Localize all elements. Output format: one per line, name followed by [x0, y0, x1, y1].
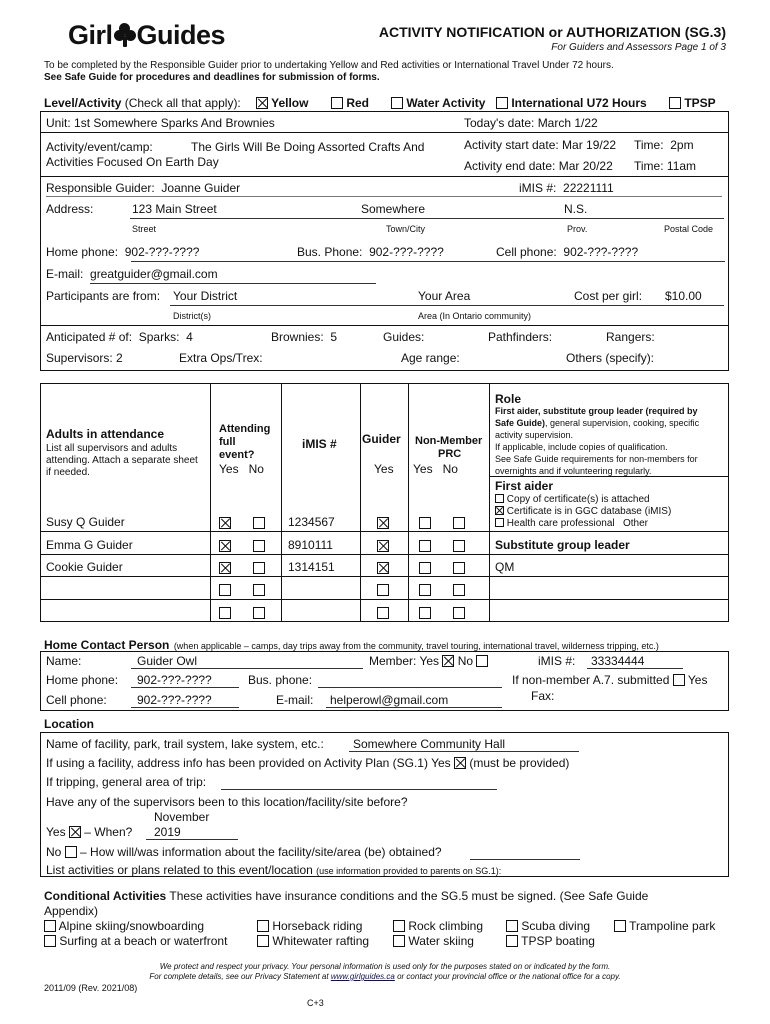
role-desc-2: Safe Guide), general supervision, cooking, specific [495, 418, 700, 428]
guider-yes: Yes [374, 462, 394, 476]
cond-horseback[interactable]: Horseback riding [257, 919, 362, 933]
cost-value[interactable]: $10.00 [665, 289, 702, 303]
intro-text: To be completed by the Responsible Guider prior to undertaking Yellow and Red activities or International Travel Under 72 hours. [44, 60, 614, 71]
level-tpsp[interactable]: TPSP [669, 96, 716, 110]
hc-cell-value[interactable]: 902-???-???? [137, 693, 212, 707]
cond-surfing[interactable]: Surfing at a beach or waterfront [44, 934, 227, 948]
international-checkbox[interactable] [496, 97, 508, 109]
home-phone-field[interactable]: Home phone: 902-???-???? [46, 245, 200, 259]
level-international[interactable]: International U72 Hours [496, 96, 647, 110]
water-skiing-checkbox[interactable] [393, 935, 405, 947]
level-yellow[interactable]: Yellow [256, 96, 308, 110]
responsible-guider-field[interactable]: Responsible Guider: Joanne Guider [46, 181, 241, 195]
adult-row-2-attending[interactable] [219, 537, 265, 555]
attending-header-3: event? [219, 449, 255, 461]
hc-imis-value[interactable]: 33334444 [591, 654, 645, 668]
member-yes-checkbox[interactable] [442, 655, 454, 667]
conditional-title-2: Appendix) [44, 904, 99, 918]
adult-row-1-nonmember[interactable] [419, 514, 465, 532]
girl-guides-logo [68, 20, 225, 51]
hc-cell-label: Cell phone: [46, 693, 107, 707]
alpine-checkbox[interactable] [44, 920, 56, 932]
red-checkbox[interactable] [331, 97, 343, 109]
guides-field[interactable]: Guides: [383, 330, 425, 344]
yellow-checkbox[interactable] [256, 97, 268, 109]
adult-row-3-attending[interactable] [219, 559, 265, 577]
address-street[interactable]: 123 Main Street [132, 202, 217, 216]
today-date-field[interactable]: Today's date: March 1/22 [464, 116, 598, 130]
form-title: ACTIVITY NOTIFICATION or AUTHORIZATION (SG.3) [378, 24, 726, 40]
start-time-field[interactable]: Time: 2pm [634, 138, 694, 152]
address-label: Address: [46, 202, 94, 216]
home-contact-title: Home Contact Person (when applicable – camps, day trips away from the community, travel touring, international travel, wilderness tripping, etc.) [44, 638, 659, 652]
first-aider-header: First aider [495, 479, 554, 493]
address-town[interactable]: Somewhere [361, 202, 426, 216]
fa-copy-checkbox[interactable] [495, 494, 504, 503]
adult-row-1-name[interactable]: Susy Q Guider [46, 515, 125, 529]
form-code: C+3 [307, 998, 324, 1008]
fa-option-imis[interactable]: Certificate is in GGC database (iMIS) [495, 506, 671, 517]
guider-checkbox[interactable] [377, 540, 389, 552]
horseback-checkbox[interactable] [257, 920, 269, 932]
been-yes-field[interactable]: Yes – When? [46, 825, 133, 839]
nonmember-yes-checkbox[interactable] [419, 540, 431, 552]
brownies-field[interactable]: Brownies: 5 [271, 330, 338, 344]
address-prov[interactable]: N.S. [564, 202, 588, 216]
nonmember-yes-no: Yes No [413, 462, 458, 476]
attending-no-checkbox[interactable] [253, 517, 265, 529]
privacy-line-2: For complete details, see our Privacy Statement at www.girlguides.ca or contact your provincial office or the national office for a copy. [149, 972, 621, 981]
guider-header: Guider [362, 432, 401, 446]
nonmember-no-checkbox[interactable] [453, 607, 465, 619]
cell-phone-field[interactable]: Cell phone: 902-???-???? [496, 245, 639, 259]
tpsp-checkbox[interactable] [669, 97, 681, 109]
activity-value[interactable]: The Girls Will Be Doing Assorted Crafts And [191, 140, 425, 154]
rock-climbing-checkbox[interactable] [393, 920, 405, 932]
end-time-field[interactable]: Time: 11am [634, 159, 697, 173]
attending-yes-checkbox[interactable] [219, 607, 231, 619]
adult-row-3-imis[interactable]: 1314151 [288, 560, 335, 574]
been-before-label: Have any of the supervisors been to this location/facility/site before? [46, 795, 408, 809]
adult-row-2-guider[interactable] [377, 537, 389, 555]
role-desc-5: See Safe Guide requirements for non-members for [495, 454, 698, 464]
adult-row-3-role[interactable]: QM [495, 560, 515, 574]
intro-safe-guide: See Safe Guide for procedures and deadlines for submission of forms. [44, 72, 380, 83]
trampoline-checkbox[interactable] [614, 920, 626, 932]
hc-member-field[interactable]: Member: Yes No [369, 654, 488, 668]
guider-imis-field[interactable]: iMIS #: 22221111 [519, 181, 614, 195]
cost-label: Cost per girl: [574, 289, 643, 303]
guider-checkbox[interactable] [377, 584, 389, 596]
when-month[interactable]: November [154, 810, 210, 824]
activity-value-line2[interactable]: Activities Focused On Earth Day [46, 155, 219, 169]
hc-name-label: Name: [46, 654, 82, 668]
area-caption: Area (In Ontario community) [418, 311, 532, 321]
attending-yes-checkbox[interactable] [219, 517, 231, 529]
others-field[interactable]: Others (specify): [566, 351, 655, 365]
level-activity-label: Level/Activity (Check all that apply): [44, 96, 241, 110]
level-water[interactable]: Water Activity [391, 96, 485, 110]
been-yes-checkbox[interactable] [69, 826, 81, 838]
when-year[interactable]: 2019 [154, 825, 181, 839]
water-activity-checkbox[interactable] [391, 97, 403, 109]
fa-imis-checkbox[interactable] [495, 506, 504, 515]
member-no-checkbox[interactable] [476, 655, 488, 667]
nonmember-no-checkbox[interactable] [453, 517, 465, 529]
nonmember-yes-checkbox[interactable] [419, 517, 431, 529]
role-desc-6: overnights and if volunteering regularly. [495, 466, 652, 476]
guider-checkbox[interactable] [377, 607, 389, 619]
adults-desc-3: if needed. [46, 467, 90, 478]
hc-home-phone-label: Home phone: [46, 673, 119, 687]
hc-home-phone-value[interactable]: 902-???-???? [137, 673, 212, 687]
privacy-link[interactable]: www.girlguides.ca [330, 972, 395, 981]
imis-header: iMIS # [302, 437, 337, 451]
hc-email-label: E-mail: [276, 693, 314, 707]
been-no-field[interactable]: No – How will/was information about the facility/site/area (be) obtained? [46, 845, 442, 859]
district-caption: District(s) [173, 311, 211, 321]
hc-fax-label: Fax: [531, 689, 555, 703]
postal-caption: Postal Code [664, 224, 714, 234]
nonmember-no-checkbox[interactable] [453, 562, 465, 574]
nonmember-no-checkbox[interactable] [453, 540, 465, 552]
hc-nonmember-field[interactable]: If non-member A.7. submitted Yes [512, 673, 708, 687]
adult-row-1-guider[interactable] [377, 514, 389, 532]
nonmember-yes-checkbox[interactable] [419, 607, 431, 619]
adult-row-5-guider[interactable] [377, 604, 389, 622]
street-caption: Street [132, 224, 157, 234]
rangers-field[interactable]: Rangers: [606, 330, 655, 344]
scuba-checkbox[interactable] [506, 920, 518, 932]
adult-row-2-role[interactable]: Substitute group leader [495, 538, 630, 552]
list-activities-label: List activities or plans related to this event/location (use information provided to parents on SG.1): [46, 863, 502, 877]
nonmember-no-checkbox[interactable] [453, 584, 465, 596]
location-title: Location [44, 717, 94, 731]
facility-value[interactable]: Somewhere Community Hall [353, 737, 506, 751]
role-desc-1: First aider, substitute group leader (required by [495, 406, 698, 416]
revision-text: 2011/09 (Rev. 2021/08) [44, 983, 138, 993]
adult-row-2-nonmember[interactable] [419, 537, 465, 555]
participants-district[interactable]: Your District [173, 289, 238, 303]
end-date-field[interactable]: Activity end date: Mar 20/22 [464, 159, 613, 173]
cond-alpine[interactable]: Alpine skiing/snowboarding [44, 919, 204, 933]
tripping-label: If tripping, general area of trip: [46, 775, 207, 789]
adult-row-4-nonmember[interactable] [419, 581, 465, 599]
plan-field[interactable]: If using a facility, address info has been provided on Activity Plan (SG.1) Yes (must be provided) [46, 756, 570, 770]
nonmember-yes-checkbox[interactable] [419, 562, 431, 574]
role-desc-3: activity supervision. [495, 430, 574, 440]
adult-row-2-imis[interactable]: 8910111 [288, 538, 333, 552]
cond-waterskiing[interactable]: Water skiing [393, 934, 474, 948]
adult-row-5-attending[interactable] [219, 604, 265, 622]
privacy-line-1: We protect and respect your privacy. Your personal information is used only for the purposes stated on or indicated by the form. [159, 962, 611, 971]
nonmember-header: Non-Member [415, 435, 483, 447]
level-red[interactable]: Red [331, 96, 369, 110]
hc-name-value[interactable]: Guider Owl [137, 654, 198, 668]
attending-no-checkbox[interactable] [253, 562, 265, 574]
fa-option-copy[interactable]: Copy of certificate(s) is attached [495, 494, 650, 505]
hc-email-value[interactable]: helperowl@gmail.com [330, 693, 449, 707]
adult-row-5-nonmember[interactable] [419, 604, 465, 622]
unit-field[interactable]: Unit: 1st Somewhere Sparks And Brownies [46, 116, 275, 130]
attending-yes-checkbox[interactable] [219, 584, 231, 596]
extra-ops-field[interactable]: Extra Ops/Trex: [179, 351, 263, 365]
tpsp-boating-checkbox[interactable] [506, 935, 518, 947]
adult-row-4-guider[interactable] [377, 581, 389, 599]
adults-title: Adults in attendance [46, 427, 165, 441]
role-desc-4: If applicable, include copies of qualification. [495, 442, 668, 452]
adult-row-3-nonmember[interactable] [419, 559, 465, 577]
attending-header: Attending [219, 423, 271, 435]
participants-label: Participants are from: [46, 289, 161, 303]
cond-whitewater[interactable]: Whitewater rafting [257, 934, 369, 948]
adults-desc-2: attending. Attach a separate sheet [46, 455, 198, 466]
pathfinders-field[interactable]: Pathfinders: [488, 330, 553, 344]
nonmember-yes-checkbox[interactable] [419, 584, 431, 596]
adult-row-4-attending[interactable] [219, 581, 265, 599]
bus-phone-field[interactable]: Bus. Phone: 902-???-???? [297, 245, 444, 259]
a7-submitted-checkbox[interactable] [673, 674, 685, 686]
plan-yes-checkbox[interactable] [454, 757, 466, 769]
adult-row-3-name[interactable]: Cookie Guider [46, 560, 123, 574]
activity-label: Activity/event/camp: [46, 140, 153, 154]
fa-option-health[interactable]: Health care professional Other [495, 518, 648, 529]
cond-scuba[interactable]: Scuba diving [506, 919, 590, 933]
email-field[interactable]: E-mail: greatguider@gmail.com [46, 267, 218, 281]
cond-rock[interactable]: Rock climbing [393, 919, 483, 933]
supervisors-field[interactable]: Supervisors: 2 [46, 351, 123, 365]
prov-caption: Prov. [567, 224, 588, 234]
trefoil-icon [114, 23, 136, 47]
attending-no-checkbox[interactable] [253, 540, 265, 552]
attending-no-checkbox[interactable] [253, 607, 265, 619]
hc-imis-label: iMIS #: [538, 654, 576, 668]
cond-tpsp-boating[interactable]: TPSP boating [506, 934, 595, 948]
logo-text-left: Girl [68, 20, 113, 50]
form-subtitle: For Guiders and Assessors Page 1 of 3 [551, 42, 726, 53]
conditional-title: Conditional Activities These activities have insurance conditions and the SG.5 must be signed. (See Safe Guide [44, 889, 649, 903]
adult-row-1-imis[interactable]: 1234567 [288, 515, 335, 529]
attending-no-checkbox[interactable] [253, 584, 265, 596]
prc-header: PRC [438, 448, 462, 460]
role-header: Role [495, 392, 522, 406]
anticipated-label: Anticipated # of: Sparks: 4 [46, 330, 193, 344]
adult-row-2-name[interactable]: Emma G Guider [46, 538, 133, 552]
cond-trampoline[interactable]: Trampoline park [614, 919, 715, 933]
attending-yes-checkbox[interactable] [219, 540, 231, 552]
attending-yes-no: Yes No [219, 462, 264, 476]
been-no-checkbox[interactable] [65, 846, 77, 858]
start-date-field[interactable]: Activity start date: Mar 19/22 [464, 138, 617, 152]
adults-desc-1: List all supervisors and adults [46, 443, 178, 454]
attending-yes-checkbox[interactable] [219, 562, 231, 574]
participants-area[interactable]: Your Area [418, 289, 471, 303]
town-caption: Town/City [386, 224, 426, 234]
whitewater-checkbox[interactable] [257, 935, 269, 947]
fa-health-checkbox[interactable] [495, 518, 504, 527]
guider-checkbox[interactable] [377, 562, 389, 574]
logo-text-right: Guides [136, 20, 226, 50]
adult-row-1-attending[interactable] [219, 514, 265, 532]
hc-bus-phone-label: Bus. phone: [248, 673, 313, 687]
adult-row-3-guider[interactable] [377, 559, 389, 577]
guider-checkbox[interactable] [377, 517, 389, 529]
age-range-field[interactable]: Age range: [401, 351, 460, 365]
attending-header-2: full [219, 436, 236, 448]
facility-label: Name of facility, park, trail system, lake system, etc.: [46, 737, 324, 751]
surfing-checkbox[interactable] [44, 935, 56, 947]
